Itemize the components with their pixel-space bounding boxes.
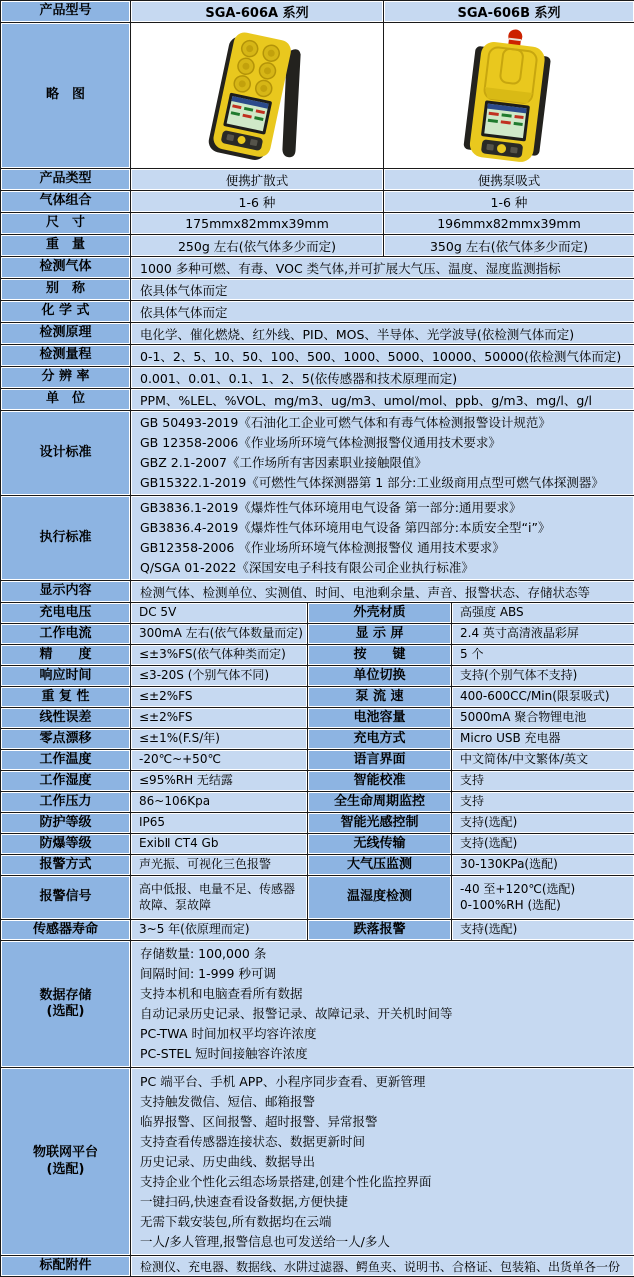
device-image-sga606a [131, 23, 384, 169]
iot-platform-line: 支持触发微信、短信、邮箱报警 [140, 1092, 630, 1112]
label-exec-standard: 执行标准 [1, 496, 131, 581]
label-unit-switch: 单位切换 [308, 666, 452, 687]
label-gas-combination: 气体组合 [1, 191, 131, 213]
data-storage-line: 支持本机和电脑查看所有数据 [140, 984, 630, 1004]
label-drop-alarm: 跌落报警 [308, 920, 452, 941]
exec-standard-line: GB3836.4-2019《爆炸性气体环境用电气设备 第四部分:本质安全型“i”》 [140, 518, 630, 538]
label-pump-speed: 泵 流 速 [308, 687, 452, 708]
value-charge-voltage: DC 5V [131, 603, 308, 624]
label-detect-range: 检测量程 [1, 345, 131, 367]
value-lifecycle-monitor: 支持 [452, 792, 634, 813]
value-gas-combination-b: 1-6 种 [384, 191, 634, 213]
label-repeatability: 重 复 性 [1, 687, 131, 708]
iot-platform-line: 临界报警、区间报警、超时报警、异常报警 [140, 1112, 630, 1132]
value-data-storage [131, 941, 634, 1068]
value-linearity-error: ≤±2%FS [131, 708, 308, 729]
value-accessories: 检测仪、充电器、数据线、水阱过滤器、鳄鱼夹、说明书、合格证、包装箱、出货单各一份 [131, 1256, 634, 1277]
value-detect-gas: 1000 多种可燃、有毒、VOC 类气体,并可扩展大气压、温度、湿度监测指标 [131, 257, 634, 279]
label-display-screen: 显 示 屏 [308, 624, 452, 645]
label-wireless: 无线传输 [308, 834, 452, 855]
value-accuracy: ≤±3%FS(依气体种类而定) [131, 645, 308, 666]
value-weight-b: 350g 左右(依气体多少而定) [384, 235, 634, 257]
label-smart-calibration: 智能校准 [308, 771, 452, 792]
device-image-sga606b [384, 23, 634, 169]
header-model-b: SGA-606B 系列 [384, 1, 634, 23]
label-shell-material: 外壳材质 [308, 603, 452, 624]
label-working-pressure: 工作压力 [1, 792, 131, 813]
label-alarm-mode: 报警方式 [1, 855, 131, 876]
label-chemical-formula: 化 学 式 [1, 301, 131, 323]
value-sensor-life: 3~5 年(依原理而定) [131, 920, 308, 941]
label-battery-capacity: 电池容量 [308, 708, 452, 729]
temp-humidity-line: -40 至+120℃(选配) [460, 882, 632, 898]
label-pressure-monitor: 大气压监测 [308, 855, 452, 876]
label-working-temp: 工作温度 [1, 750, 131, 771]
header-model-a: SGA-606A 系列 [131, 1, 384, 23]
value-display-content: 检测气体、检测单位、实测值、时间、电池剩余量、声音、报警状态、存储状态等 [131, 581, 634, 603]
temp-humidity-line: 0-100%RH (选配) [460, 898, 632, 914]
label-light-sensor-control: 智能光感控制 [308, 813, 452, 834]
iot-platform-line: 支持查看传感器连接状态、数据更新时间 [140, 1132, 630, 1152]
label-response-time: 响应时间 [1, 666, 131, 687]
iot-platform-line: PC 端平台、手机 APP、小程序同步查看、更新管理 [140, 1072, 630, 1092]
label-display-content: 显示内容 [1, 581, 131, 603]
label-charge-voltage: 充电电压 [1, 603, 131, 624]
value-chemical-formula: 依具体气体而定 [131, 301, 634, 323]
label-alias: 别 称 [1, 279, 131, 301]
header-product-model: 产品型号 [1, 1, 131, 23]
iot-platform-line: 一键扫码,快速查看设备数据,方便快捷 [140, 1192, 630, 1212]
design-standard-line: GB15322.1-2019《可燃性气体探测器第 1 部分:工业级商用点型可燃气体探测器》 [140, 473, 630, 493]
value-product-type-a: 便携扩散式 [131, 169, 384, 191]
label-explosion-proof: 防爆等级 [1, 834, 131, 855]
label-dimensions: 尺 寸 [1, 213, 131, 235]
label-working-humidity: 工作湿度 [1, 771, 131, 792]
value-weight-a: 250g 左右(依气体多少而定) [131, 235, 384, 257]
label-charge-mode: 充电方式 [308, 729, 452, 750]
data-storage-line: PC-TWA 时间加权平均容许浓度 [140, 1024, 630, 1044]
value-detect-principle: 电化学、催化燃烧、红外线、PID、MOS、半导体、光学波导(依检测气体而定) [131, 323, 634, 345]
label-sketch: 略 图 [1, 23, 131, 169]
value-product-type-b: 便携泵吸式 [384, 169, 634, 191]
label-unit: 单 位 [1, 389, 131, 411]
label-data-storage [1, 941, 131, 1068]
value-zero-drift: ≤±1%(F.S/年) [131, 729, 308, 750]
sga606b-illustration [384, 24, 633, 168]
label-language: 语言界面 [308, 750, 452, 771]
label-accuracy: 精 度 [1, 645, 131, 666]
value-protection-level: IP65 [131, 813, 308, 834]
label-linearity-error: 线性误差 [1, 708, 131, 729]
design-standard-line: GB 12358-2006《作业场所环境气体检测报警仪通用技术要求》 [140, 433, 630, 453]
value-unit: PPM、%LEL、%VOL、mg/m3、ug/m3、umol/mol、ppb、g/m3、mg/l、g/l [131, 389, 634, 411]
value-detect-range: 0-1、2、5、10、50、100、500、1000、5000、10000、50000(依检测气体而定) [131, 345, 634, 367]
value-alarm-signal: 高中低报、电量不足、传感器故障、泵故障 [131, 876, 308, 920]
value-alias: 依具体气体而定 [131, 279, 634, 301]
value-pressure-monitor: 30-130KPa(选配) [452, 855, 634, 876]
value-battery-capacity: 5000mA 聚合物锂电池 [452, 708, 634, 729]
value-exec-standard [131, 496, 634, 581]
value-unit-switch: 支持(个别气体不支持) [452, 666, 634, 687]
value-temp-humidity-detect [452, 876, 634, 920]
design-standard-line: GBZ 2.1-2007《工作场所有害因素职业接触限值》 [140, 453, 630, 473]
iot-platform-label-line: (选配) [1, 1162, 130, 1178]
label-accessories: 标配附件 [1, 1256, 131, 1277]
value-response-time: ≤3-20S (个别气体不同) [131, 666, 308, 687]
value-light-sensor-control: 支持(选配) [452, 813, 634, 834]
value-smart-calibration: 支持 [452, 771, 634, 792]
value-dimensions-b: 196mmx82mmx39mm [384, 213, 634, 235]
design-standard-line: GB 50493-2019《石油化工企业可燃气体和有毒气体检测报警设计规范》 [140, 413, 630, 433]
label-sensor-life: 传感器寿命 [1, 920, 131, 941]
value-working-humidity: ≤95%RH 无结露 [131, 771, 308, 792]
value-working-pressure: 86~106Kpa [131, 792, 308, 813]
data-storage-line: 存储数量: 100,000 条 [140, 944, 630, 964]
label-buttons: 按 键 [308, 645, 452, 666]
label-protection-level: 防护等级 [1, 813, 131, 834]
data-storage-line: 自动记录历史记录、报警记录、故障记录、开关机时间等 [140, 1004, 630, 1024]
value-buttons: 5 个 [452, 645, 634, 666]
value-working-temp: -20℃~+50℃ [131, 750, 308, 771]
value-iot-platform [131, 1068, 634, 1256]
value-dimensions-a: 175mmx82mmx39mm [131, 213, 384, 235]
value-wireless: 支持(选配) [452, 834, 634, 855]
iot-platform-line: 无需下载安装包,所有数据均在云端 [140, 1212, 630, 1232]
label-product-type: 产品类型 [1, 169, 131, 191]
value-language: 中文简体/中文繁体/英文 [452, 750, 634, 771]
label-resolution: 分 辨 率 [1, 367, 131, 389]
value-gas-combination-a: 1-6 种 [131, 191, 384, 213]
value-repeatability: ≤±2%FS [131, 687, 308, 708]
value-drop-alarm: 支持(选配) [452, 920, 634, 941]
value-working-current: 300mA 左右(依气体数量而定) [131, 624, 308, 645]
label-iot-platform [1, 1068, 131, 1256]
iot-platform-line: 支持企业个性化云组态场景搭建,创建个性化监控界面 [140, 1172, 630, 1192]
sga606a-illustration [131, 24, 382, 168]
exec-standard-line: Q/SGA 01-2022《深国安电子科技有限公司企业执行标准》 [140, 558, 630, 578]
label-design-standard: 设计标准 [1, 411, 131, 496]
iot-platform-line: 历史记录、历史曲线、数据导出 [140, 1152, 630, 1172]
iot-platform-line: 一人/多人管理,报警信息也可发送给一人/多人 [140, 1232, 630, 1252]
label-lifecycle-monitor: 全生命周期监控 [308, 792, 452, 813]
label-working-current: 工作电流 [1, 624, 131, 645]
data-storage-line: PC-STEL 短时间接触容许浓度 [140, 1044, 630, 1064]
value-pump-speed: 400-600CC/Min(限泵吸式) [452, 687, 634, 708]
value-shell-material: 高强度 ABS [452, 603, 634, 624]
exec-standard-line: GB12358-2006 《作业场所环境气体检测报警仪 通用技术要求》 [140, 538, 630, 558]
data-storage-label-line: (选配) [1, 1004, 130, 1020]
value-design-standard [131, 411, 634, 496]
value-display-screen: 2.4 英寸高清液晶彩屏 [452, 624, 634, 645]
label-detect-principle: 检测原理 [1, 323, 131, 345]
label-zero-drift: 零点漂移 [1, 729, 131, 750]
label-detect-gas: 检测气体 [1, 257, 131, 279]
label-temp-humidity-detect: 温湿度检测 [308, 876, 452, 920]
value-explosion-proof: ExibⅡ CT4 Gb [131, 834, 308, 855]
label-weight: 重 量 [1, 235, 131, 257]
data-storage-label-line: 数据存储 [1, 988, 130, 1004]
label-alarm-signal: 报警信号 [1, 876, 131, 920]
data-storage-line: 间隔时间: 1-999 秒可调 [140, 964, 630, 984]
value-resolution: 0.001、0.01、0.1、1、2、5(依传感器和技术原理而定) [131, 367, 634, 389]
value-charge-mode: Micro USB 充电器 [452, 729, 634, 750]
exec-standard-line: GB3836.1-2019《爆炸性气体环境用电气设备 第一部分:通用要求》 [140, 498, 630, 518]
iot-platform-label-line: 物联网平台 [1, 1145, 130, 1161]
value-alarm-mode: 声光振、可视化三色报警 [131, 855, 308, 876]
